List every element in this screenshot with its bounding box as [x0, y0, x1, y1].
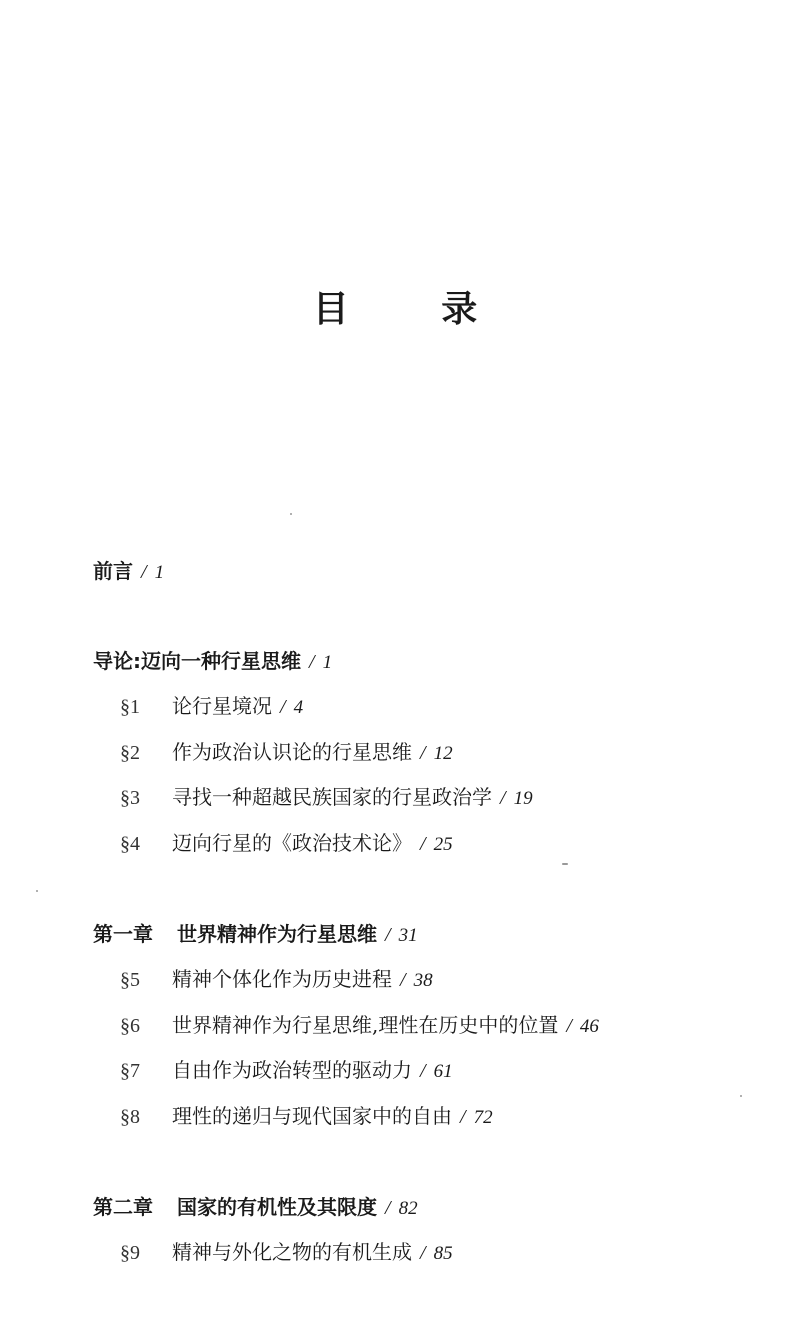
section-number: §4: [120, 833, 140, 855]
separator: /: [385, 1197, 391, 1219]
section-number: §7: [120, 1060, 140, 1082]
toc-page-number: 1: [154, 562, 165, 583]
chapter-number: 第一章: [93, 922, 153, 946]
section-number: §5: [120, 969, 140, 991]
separator: /: [309, 651, 315, 673]
toc-section[interactable]: [120, 833, 453, 854]
page-title: 目 录: [312, 289, 518, 330]
chapter-number: 第二章: [93, 1195, 153, 1219]
separator: /: [420, 1060, 426, 1082]
toc-page-number: 4: [293, 697, 304, 718]
toc-page-number: 1: [322, 652, 333, 673]
section-number: §1: [120, 696, 140, 718]
section-label: 寻找一种超越民族国家的行星政治学: [172, 785, 492, 809]
section-label: 迈向行星的《政治技术论》: [172, 831, 412, 855]
section-label: 精神个体化作为历史进程: [172, 967, 392, 991]
toc-entry-label: 导论:迈向一种行星思维: [93, 649, 301, 673]
scan-speck: [740, 1095, 742, 1097]
section-number: §2: [120, 742, 140, 764]
toc-page-number: 61: [433, 1061, 453, 1082]
toc-entry-label: 前言: [93, 559, 133, 583]
toc-page-number: 85: [433, 1243, 453, 1264]
toc-section[interactable]: [120, 1242, 453, 1263]
section-label: 论行星境况: [172, 694, 272, 718]
toc-entry-chapter2[interactable]: [93, 1197, 418, 1218]
toc-entry-label: 国家的有机性及其限度: [177, 1195, 377, 1219]
toc-section[interactable]: [120, 742, 453, 763]
toc-section[interactable]: [120, 969, 433, 990]
separator: /: [420, 833, 426, 855]
separator: /: [280, 696, 286, 718]
toc-page-number: 38: [413, 970, 433, 991]
section-number: §3: [120, 787, 140, 809]
section-number: §9: [120, 1242, 140, 1264]
separator: /: [420, 1242, 426, 1264]
separator: /: [385, 924, 391, 946]
section-label: 世界精神作为行星思维,理性在历史中的位置: [172, 1013, 559, 1037]
toc-page-number: 19: [513, 788, 533, 809]
section-label: 作为政治认识论的行星思维: [172, 740, 412, 764]
toc-page-number: 82: [398, 1198, 418, 1219]
toc-section[interactable]: [120, 696, 303, 717]
separator: /: [420, 742, 426, 764]
toc-page-number: 25: [433, 834, 453, 855]
section-number: §6: [120, 1015, 140, 1037]
toc-page-number: 46: [579, 1016, 599, 1037]
toc-page-number: 72: [473, 1107, 493, 1128]
separator: /: [460, 1106, 466, 1128]
separator: /: [141, 561, 147, 583]
section-number: §8: [120, 1106, 140, 1128]
section-label: 自由作为政治转型的驱动力: [172, 1058, 412, 1082]
separator: /: [400, 969, 406, 991]
scan-speck: [562, 863, 568, 865]
toc-entry-label: 世界精神作为行星思维: [177, 922, 377, 946]
section-label: 精神与外化之物的有机生成: [172, 1240, 412, 1264]
separator: /: [500, 787, 506, 809]
toc-page-number: 31: [398, 925, 418, 946]
section-label: 理性的递归与现代国家中的自由: [172, 1104, 452, 1128]
toc-section[interactable]: [120, 1106, 493, 1127]
toc-section[interactable]: [120, 787, 533, 808]
toc-page-number: 12: [433, 743, 453, 764]
scan-speck: [36, 890, 38, 892]
scan-speck: [290, 513, 292, 515]
toc-entry-chapter1[interactable]: [93, 924, 418, 945]
toc-entry-intro[interactable]: [93, 651, 332, 672]
toc-entry-preface[interactable]: [93, 561, 164, 582]
toc-section[interactable]: [120, 1060, 453, 1081]
separator: /: [566, 1015, 572, 1037]
toc-section[interactable]: [120, 1015, 599, 1036]
